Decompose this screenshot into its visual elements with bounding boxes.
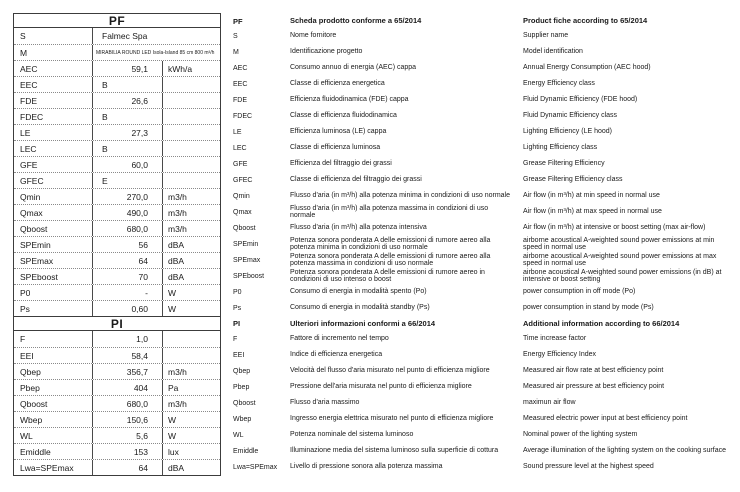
table-section-header: PI [14,316,220,331]
code-cell: Qboost [20,223,48,234]
row-code: AEC [233,64,248,72]
unit-cell: W [162,285,220,300]
description-en: Average illumination of the lighting system on the cooking surface [523,447,726,455]
description-row [233,427,733,443]
code-cell: M [20,47,28,58]
unit-cell: W [162,301,220,316]
code-cell: Ps [20,303,30,314]
code-cell: GFEC [20,175,44,186]
row-code: Pbep [233,383,250,391]
unit-cell: m3/h [162,221,220,236]
table-row [14,60,220,76]
description-en: Supplier name [523,32,569,40]
description-row [233,76,733,92]
row-code: F [233,335,238,343]
value-cell: 26,6 [92,93,162,108]
description-en: Product fiche according to 65/2014 [523,16,648,26]
unit-cell: m3/h [162,189,220,204]
code-cell: P0 [20,287,31,298]
description-it: Potenza nominale del sistema luminoso [290,431,414,439]
description-row [233,60,733,76]
table-row [14,427,220,443]
value-cell: 64 [92,253,162,268]
description-it: Velocità del flusso d'aria misurato nel punto di efficienza migliore [290,367,490,375]
description-en: Grease Filtering Efficiency class [523,176,623,184]
description-en: Model identification [523,48,583,56]
description-it: Potenza sonora ponderata A delle emissioni di rumore aereo alla potenza minima in condizioni di uso normale [290,236,491,251]
description-en: Energy Efficiency class [523,80,595,88]
unit-cell: m3/h [162,364,220,379]
row-code: SPEmin [233,240,259,248]
value-cell: MIRABILIA ROUND LED Isola-Island 85 cm 800 m³/h [92,45,220,60]
value-cell: 0,60 [92,301,162,316]
value-cell: 60,0 [92,157,162,172]
table-row [14,188,220,204]
unit-cell [162,77,220,92]
code-cell: FDE [20,95,37,106]
code-cell: LE [20,127,31,138]
row-code: Lwa=SPEmax [233,463,278,471]
value-cell: 58,4 [92,348,162,363]
value-cell: Falmec Spa [92,28,220,44]
unit-cell: W [162,428,220,443]
description-row [233,220,733,236]
row-code: Qbep [233,367,251,375]
value-cell: 270,0 [92,189,162,204]
unit-cell: dBA [162,253,220,268]
description-it: Ingresso energia elettrica misurato nel punto di efficienza migliore [290,415,494,423]
row-code: LE [233,128,242,136]
description-row [233,411,733,427]
description-row [233,28,733,44]
value-cell: 680,0 [92,396,162,411]
table-row [14,172,220,188]
description-row [233,331,733,347]
code-cell: Qbep [20,366,41,377]
table-row [14,284,220,300]
table-row [14,236,220,252]
value-cell: B [92,109,162,124]
unit-cell: lux [162,444,220,459]
description-it: Nome fornitore [290,32,337,40]
code-cell: EEC [20,79,38,90]
value-cell: 153 [92,444,162,459]
row-code: GFE [233,160,248,168]
table-row [14,252,220,268]
description-row [233,44,733,60]
description-en: airbone acoustical A-weighted sound power emissions (in dB) at intensive or boost setting [523,268,722,283]
description-it: Scheda prodotto conforme a 65/2014 [290,16,422,26]
value-cell: 150,6 [92,412,162,427]
code-cell: FDEC [20,111,44,122]
descriptions-panel [233,14,733,475]
description-en: power consumption in off mode (Po) [523,288,636,296]
table-row [14,331,220,347]
value-cell: B [92,77,162,92]
description-it: Potenza sonora ponderata A delle emissioni di rumore aereo in condizioni di uso intenso o boost [290,268,485,283]
row-code: Ps [233,304,242,312]
description-en: Air flow (in m³/h) at min speed in normal use [523,192,660,200]
row-code: Qmin [233,192,250,200]
unit-cell: m3/h [162,205,220,220]
description-en: Air flow (in m³/h) at max speed in normal use [523,208,662,216]
unit-cell: kWh/a [162,61,220,76]
table-row [14,268,220,284]
description-en: Grease Filtering Efficiency [523,160,605,168]
row-code: PI [233,319,241,328]
table-row [14,140,220,156]
description-row [233,188,733,204]
row-code: Qmax [233,208,252,216]
description-row [233,156,733,172]
row-code: Emiddle [233,447,259,455]
description-row [233,268,733,284]
code-cell: SPEboost [20,271,58,282]
row-code: LEC [233,144,247,152]
table-row [14,363,220,379]
description-en: Nominal power of the lighting system [523,431,638,439]
row-code: M [233,48,239,56]
table-row [14,379,220,395]
code-cell: SPEmax [20,255,54,266]
table-row [14,300,220,316]
product-fiche-table [13,13,221,476]
description-en: Lighting Efficiency (LE hood) [523,128,612,136]
table-row [14,395,220,411]
row-code: SPEmax [233,256,261,264]
code-cell: LEC [20,143,37,154]
table-row [14,411,220,427]
description-it: Efficienza del filtraggio dei grassi [290,160,392,168]
value-cell: 27,3 [92,125,162,140]
code-cell: AEC [20,63,38,74]
description-it: Flusso d'aria (in m³/h) alla potenza massima in condizioni di uso normale [290,204,489,219]
table-row [14,76,220,92]
table-row [14,124,220,140]
description-it: Indice di efficienza energetica [290,351,383,359]
row-code: FDEC [233,112,253,120]
row-code: EEI [233,351,245,359]
row-code: SPEboost [233,272,265,280]
code-cell: SPEmin [20,239,51,250]
table-row [14,220,220,236]
description-en: airborne acoustical A-weighted sound power emissions at max speed in normal use [523,252,717,267]
description-en: Energy Efficiency Index [523,351,597,359]
description-it: Flusso d'aria (in m³/h) alla potenza minima in condizioni di uso normale [290,192,510,200]
value-cell: 70 [92,269,162,284]
row-code: Qboost [233,399,256,407]
description-en: Air flow (in m³/h) at intensive or boost setting (max air-flow) [523,224,706,232]
description-en: Additional information according to 66/2014 [523,318,680,328]
table-row [14,459,220,475]
value-cell: 680,0 [92,221,162,236]
description-row [233,379,733,395]
description-row [233,284,733,300]
description-it: Ulteriori informazioni conformi a 66/2014 [290,318,436,328]
unit-cell [162,109,220,124]
code-cell: WL [20,430,33,441]
unit-cell: W [162,412,220,427]
description-it: Pressione dell'aria misurata nel punto di efficienza migliore [290,383,472,391]
description-row [233,124,733,140]
row-code: EEC [233,80,248,88]
code-cell: GFE [20,159,38,170]
code-cell: Wbep [20,414,43,425]
row-code: S [233,32,238,40]
description-en: Fluid Dynamic Efficiency class [523,112,618,120]
description-row [233,459,733,475]
description-en: Time increase factor [523,335,587,343]
value-cell: 56 [92,237,162,252]
description-en: power consumption in stand by mode (Ps) [523,304,654,312]
description-it: Efficienza luminosa (LE) cappa [290,128,387,136]
description-it: Consumo annuo di energia (AEC) cappa [290,64,417,72]
description-row [233,140,733,156]
code-cell: Pbep [20,382,40,393]
description-row [233,172,733,188]
description-en: Sound pressure level at the highest speed [523,463,654,471]
row-code: Wbep [233,415,252,423]
description-it: Classe di efficienza del filtraggio dei grassi [290,176,422,184]
description-header-row [233,14,733,28]
unit-cell [162,93,220,108]
description-row [233,347,733,363]
code-cell: Lwa=SPEmax [20,462,74,473]
table-row [14,347,220,363]
description-row [233,92,733,108]
description-it: Classe di efficienza fluidodinamica [290,112,397,120]
value-cell: 5,6 [92,428,162,443]
value-cell: 1,0 [92,331,162,347]
description-it: Classe di efficienza energetica [290,80,385,88]
description-row [233,236,733,252]
unit-cell [162,348,220,363]
code-cell: EEI [20,350,34,361]
unit-cell: Pa [162,380,220,395]
unit-cell [162,141,220,156]
table-row [14,44,220,60]
description-it: Classe di efficienza luminosa [290,144,381,152]
code-cell: Qmax [20,207,43,218]
description-it: Livello di pressione sonora alla potenza massima [290,463,443,471]
unit-cell: dBA [162,460,220,475]
description-it: Fattore di incremento nel tempo [290,335,389,343]
description-en: Measured air pressure at best efficiency point [523,383,665,391]
code-cell: S [20,31,26,41]
value-cell: 490,0 [92,205,162,220]
description-row [233,252,733,268]
description-row [233,395,733,411]
value-cell: 404 [92,380,162,395]
unit-cell [162,157,220,172]
code-cell: F [20,334,26,344]
row-code: WL [233,431,244,439]
description-it: Potenza sonora ponderata A delle emissioni di rumore aereo alla potenza massima in condizioni di uso normale [290,252,491,267]
description-row [233,108,733,124]
description-en: airborne acoustical A-weighted sound power emissions at min speed in normal use [523,236,715,251]
description-en: Fluid Dynamic Efficiency (FDE hood) [523,96,638,104]
code-cell: Qmin [20,191,41,202]
description-en: Measured air flow rate at best efficiency point [523,367,664,375]
unit-cell: dBA [162,237,220,252]
unit-cell: dBA [162,269,220,284]
table-section-header: PF [14,14,220,28]
description-it: Consumo di energia in modalità standby (Ps) [290,304,430,312]
value-cell: - [92,285,162,300]
description-row [233,443,733,459]
unit-cell: m3/h [162,396,220,411]
row-code: FDE [233,96,247,104]
table-row [14,92,220,108]
description-en: maximun air flow [523,399,576,407]
value-cell: 59,1 [92,61,162,76]
code-cell: Emiddle [20,446,51,457]
row-code: PF [233,16,243,26]
unit-cell [162,125,220,140]
description-row [233,204,733,220]
description-header-row [233,316,733,331]
value-cell: 64 [92,460,162,475]
table-row [14,204,220,220]
value-cell: E [92,173,162,188]
unit-cell [162,331,220,347]
table-row [14,108,220,124]
description-row [233,300,733,316]
table-row [14,28,220,44]
row-code: Qboost [233,224,256,232]
description-en: Lighting Efficiency class [523,144,598,152]
table-row [14,443,220,459]
value-cell: B [92,141,162,156]
description-it: Efficienza fluidodinamica (FDE) cappa [290,96,409,104]
description-it: Identificazione progetto [290,48,363,56]
description-it: Flusso d'aria massimo [290,399,360,407]
description-it: Illuminazione media del sistema luminoso sulla superficie di cottura [290,447,499,455]
code-cell: Qboost [20,398,48,409]
description-en: Annual Energy Consumption (AEC hood) [523,64,651,72]
value-cell: 356,7 [92,364,162,379]
table-row [14,156,220,172]
description-row [233,363,733,379]
unit-cell [162,173,220,188]
description-it: Consumo di energia in modalità spento (Po) [290,288,427,296]
description-en: Measured electric power input at best efficiency point [523,415,688,423]
description-it: Flusso d'aria (in m³/h) alla potenza intensiva [290,224,427,232]
row-code: GFEC [233,176,253,184]
row-code: P0 [233,288,242,296]
